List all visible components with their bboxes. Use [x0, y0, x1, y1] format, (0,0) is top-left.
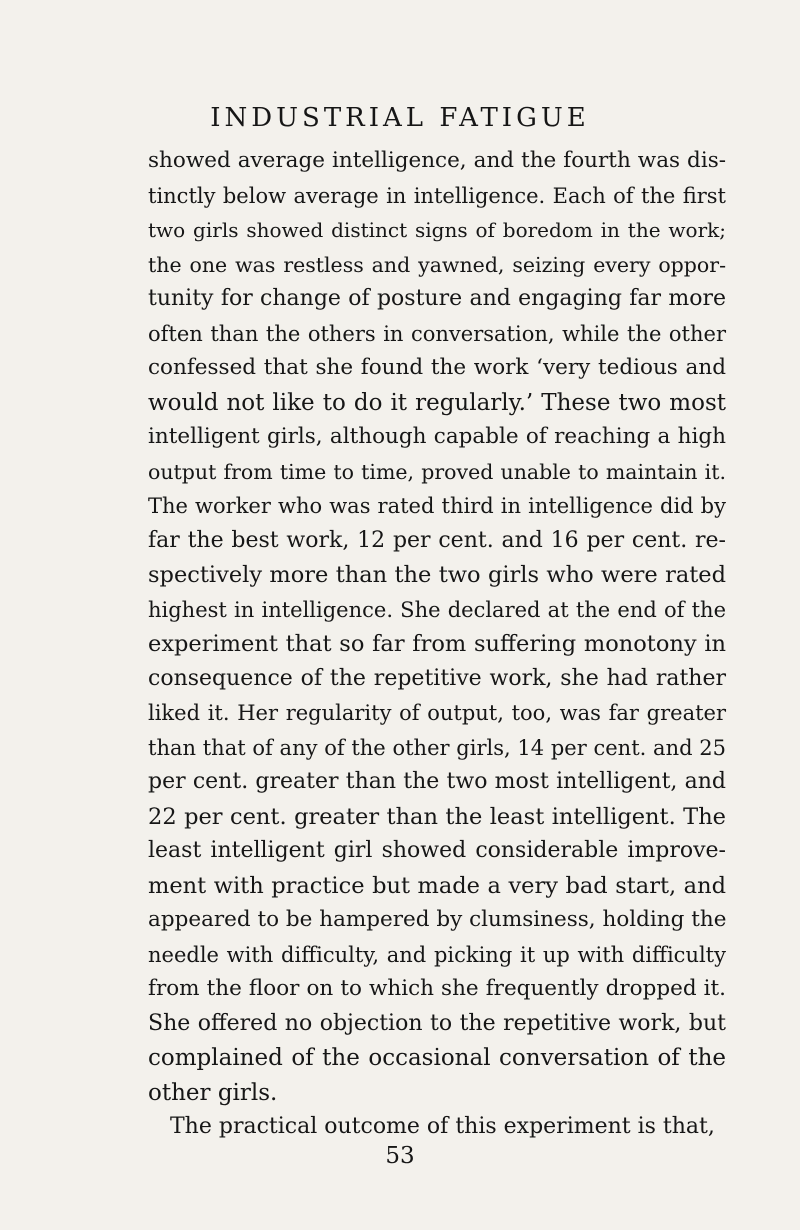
- text-line: consequence of the repetitive work, she had rather: [148, 665, 726, 691]
- text-line: experiment that so far from suffering monotony in: [148, 631, 726, 657]
- text-line: output from time to time, proved unable to maintain it.: [148, 459, 726, 484]
- text-line: tunity for change of posture and engaging far more: [148, 286, 726, 311]
- text-line: confessed that she found the work ‘very tedious and: [148, 355, 726, 380]
- text-line: the one was restless and yawned, seizing every oppor-: [148, 252, 726, 277]
- text-line: would not like to do it regularly.’ These two most: [148, 389, 726, 416]
- text-line: tinctly below average in intelligence. Each of the first: [148, 183, 726, 208]
- text-line: per cent. greater than the two most intelligent, and: [148, 769, 726, 794]
- text-line: far the best work, 12 per cent. and 16 per cent. re-: [148, 527, 726, 553]
- text-line: spectively more than the two girls who were rated: [148, 562, 726, 588]
- text-line: complained of the occasional conversation of the: [148, 1045, 726, 1071]
- text-line: She offered no objection to the repetitive work, but: [148, 1010, 726, 1036]
- page-number: 53: [385, 1143, 415, 1169]
- text-line: The practical outcome of this experiment is that,: [170, 1114, 715, 1139]
- text-line: The worker who was rated third in intelligence did by: [148, 494, 726, 518]
- text-line: 22 per cent. greater than the least intelligent. The: [148, 803, 726, 830]
- text-line: ment with practice but made a very bad start, and: [148, 872, 726, 899]
- text-line: from the floor on to which she frequently dropped it.: [148, 976, 726, 1001]
- text-line: often than the others in conversation, while the other: [148, 321, 726, 346]
- text-line: needle with difficulty, and picking it up with difficulty: [148, 942, 726, 967]
- text-line: intelligent girls, although capable of reaching a high: [148, 424, 726, 449]
- text-line: other girls.: [148, 1079, 278, 1106]
- body-paragraph: [148, 144, 726, 1145]
- text-line: appeared to be hampered by clumsiness, holding the: [148, 907, 727, 932]
- text-line: than that of any of the other girls, 14 per cent. and 25: [148, 735, 726, 760]
- text-line: two girls showed distinct signs of boredom in the work;: [148, 218, 726, 242]
- text-line: liked it. Her regularity of output, too, was far greater: [148, 701, 726, 725]
- text-line: least intelligent girl showed considerable improve-: [148, 838, 726, 863]
- text-line: highest in intelligence. She declared at the end of the: [148, 597, 726, 622]
- running-title: INDUSTRIAL FATIGUE: [210, 103, 590, 133]
- text-line: showed average intelligence, and the fourth was dis-: [148, 148, 726, 173]
